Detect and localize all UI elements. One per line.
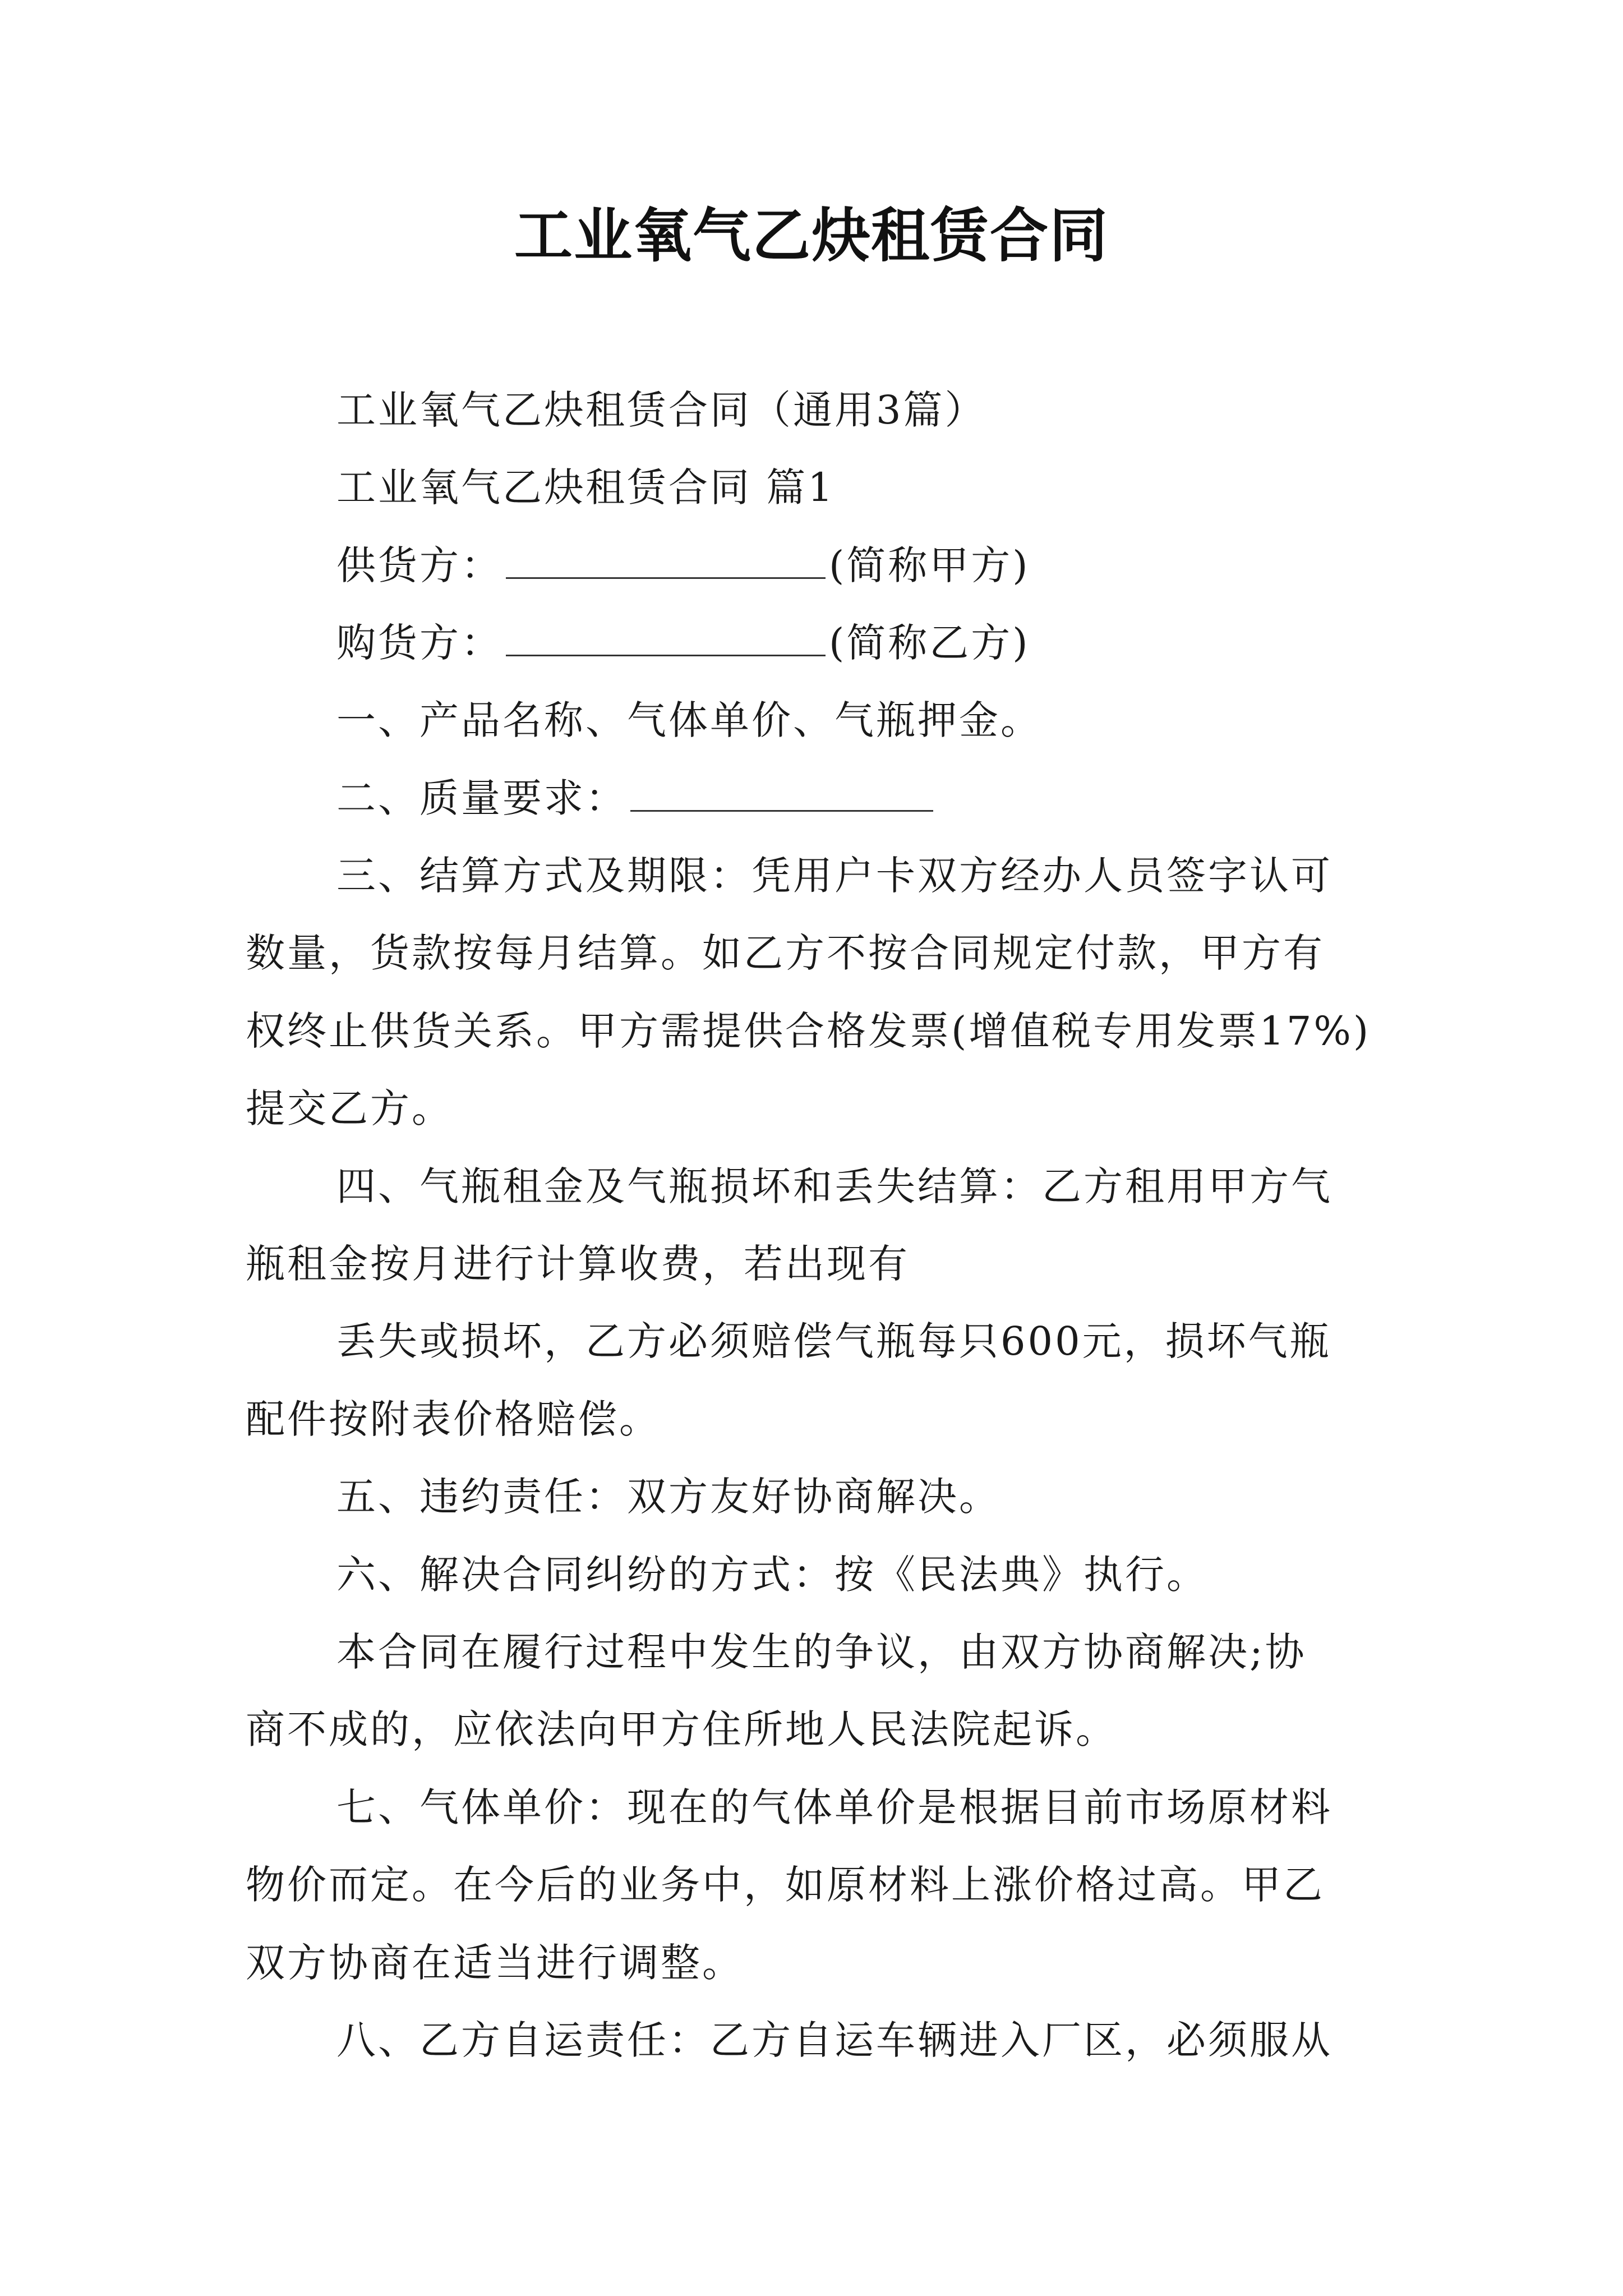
clause-4-line: 瓶租金按月进行计算收费，若出现有	[246, 1241, 910, 1287]
clause-2	[336, 771, 937, 825]
supplier-line	[336, 539, 1030, 592]
clause-7-line: 物价而定。在今后的业务中，如原材料上涨价格过高。甲乙	[246, 1862, 1325, 1908]
clause-3-line: 提交乙方。	[246, 1085, 453, 1131]
clause-6: 六、解决合同纠纷的方式：按《民法典》执行。	[336, 1552, 1208, 1598]
clause-4-line: 配件按附表价格赔偿。	[246, 1396, 661, 1442]
supplier-blank-field	[506, 542, 826, 579]
clause-7-line: 双方协商在适当进行调整。	[246, 1940, 744, 1986]
buyer-line	[336, 616, 1030, 670]
supplier-label: 供货方：	[336, 542, 502, 588]
clause-5: 五、违约责任：双方友好协商解决。	[336, 1474, 1000, 1520]
clause-7-line: 七、气体单价：现在的气体单价是根据目前市场原材料	[336, 1784, 1332, 1830]
quality-blank-field	[630, 775, 933, 812]
clause-4-line: 四、气瓶租金及气瓶损坏和丢失结算：乙方租用甲方气	[336, 1163, 1332, 1209]
buyer-suffix: (简称乙方)	[829, 620, 1030, 666]
clause-3-line: 权终止供货关系。甲方需提供合格发票(增值税专用发票17%)	[246, 1008, 1371, 1054]
clause-2-label: 二、质量要求：	[336, 775, 627, 821]
document-subtitle: 工业氧气乙炔租赁合同（通用3篇）	[336, 387, 986, 433]
clause-8-line: 八、乙方自运责任：乙方自运车辆进入厂区，必须服从	[336, 2017, 1332, 2063]
dispute-line: 本合同在履行过程中发生的争议，由双方协商解决;协	[336, 1629, 1307, 1675]
clause-3-line: 三、结算方式及期限：凭用户卡双方经办人员签字认可	[336, 853, 1332, 899]
part-heading: 工业氧气乙炔租赁合同 篇1	[336, 464, 835, 510]
buyer-blank-field	[506, 620, 826, 656]
buyer-label: 购货方：	[336, 620, 502, 666]
clause-1: 一、产品名称、气体单价、气瓶押金。	[336, 697, 1042, 743]
dispute-line: 商不成的，应依法向甲方住所地人民法院起诉。	[246, 1706, 1117, 1752]
supplier-suffix: (简称甲方)	[829, 542, 1030, 588]
clause-3-line: 数量，货款按每月结算。如乙方不按合同规定付款，甲方有	[246, 930, 1325, 976]
document-title: 工业氧气乙炔租赁合同	[514, 201, 1109, 270]
clause-4-line: 丢失或损坏，乙方必须赔偿气瓶每只600元，损坏气瓶	[336, 1318, 1331, 1364]
